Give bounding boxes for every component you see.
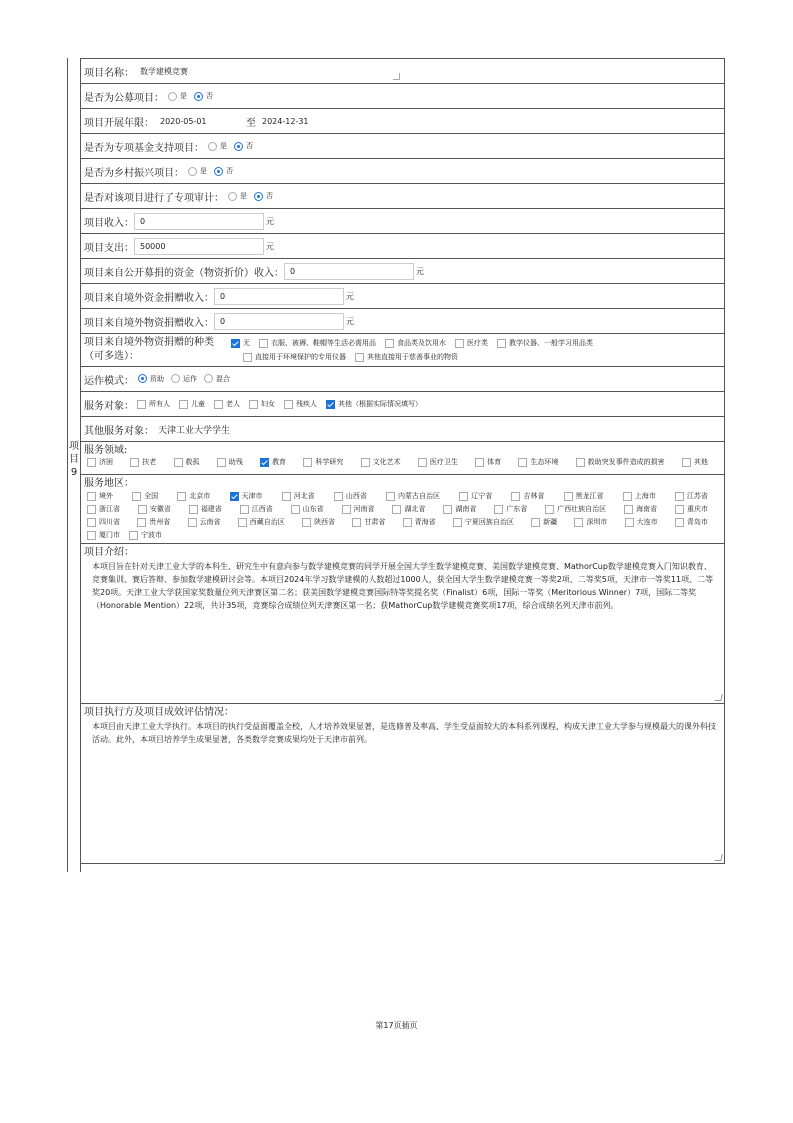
checkbox-option[interactable] [174, 490, 216, 503]
checkbox-option[interactable] [679, 457, 714, 467]
checkbox-option[interactable] [440, 503, 482, 516]
radio-label: 是 [200, 167, 207, 175]
checkbox-label: 全国 [144, 492, 159, 500]
mode-radio[interactable] [171, 374, 180, 383]
mode-radio[interactable] [204, 374, 213, 383]
checkbox-label: 教学仪器、一般学习用品类 [509, 339, 593, 347]
checkbox-icon[interactable] [188, 518, 197, 527]
checkbox-label: 浙江省 [99, 505, 120, 513]
checkbox-option[interactable] [256, 336, 382, 350]
targets-label: 服务对象： [84, 400, 134, 412]
checkbox-icon[interactable] [564, 492, 573, 501]
checkbox-icon[interactable] [137, 518, 146, 527]
checkbox-icon[interactable] [497, 339, 506, 348]
rural-label: 是否为乡村振兴项目： [84, 167, 184, 179]
checkbox-icon[interactable] [352, 518, 361, 527]
checkbox-icon[interactable] [214, 400, 223, 409]
audit-row [81, 184, 724, 209]
checkbox-option[interactable] [84, 529, 126, 542]
checkbox-icon[interactable] [129, 531, 138, 540]
checkbox-option[interactable] [450, 516, 520, 529]
checkbox-icon[interactable] [386, 492, 395, 501]
checkbox-label: 宁波市 [141, 531, 162, 539]
checkbox-icon[interactable] [259, 339, 268, 348]
checked-checkbox-icon[interactable] [326, 400, 335, 409]
checkbox-option[interactable] [134, 399, 176, 409]
checkbox-option[interactable] [84, 503, 126, 516]
checkbox-icon[interactable] [624, 505, 633, 514]
regions-line [84, 503, 724, 516]
checkbox-option[interactable] [331, 490, 373, 503]
section-label: 项 目 9 [69, 441, 79, 478]
checkbox-icon[interactable] [284, 400, 293, 409]
checkbox-option[interactable] [134, 516, 176, 529]
radio-label: 否 [246, 142, 253, 150]
checkbox-icon[interactable] [87, 518, 96, 527]
checkbox-icon[interactable] [87, 458, 96, 467]
checkbox-icon[interactable] [217, 458, 226, 467]
public-fundraising-row [81, 84, 724, 109]
radio-label: 是 [180, 92, 187, 100]
checkbox-icon[interactable] [137, 400, 146, 409]
checkbox-option[interactable] [135, 503, 177, 516]
checkbox-icon[interactable] [87, 531, 96, 540]
regions-line [84, 490, 724, 503]
special-fund-row [81, 134, 724, 159]
checkbox-option[interactable] [228, 336, 256, 350]
checkbox-option[interactable] [383, 490, 446, 503]
unit-label: 元 [346, 291, 354, 301]
checkbox-label: 山西省 [345, 492, 367, 500]
checkbox-label: 妇女 [261, 400, 275, 408]
checkbox-label: 内蒙古自治区 [398, 492, 441, 500]
public-income-row [81, 259, 724, 284]
checkbox-icon[interactable] [174, 458, 183, 467]
other-targets-row [81, 417, 724, 442]
checkbox-option[interactable] [299, 516, 341, 529]
goods-types-line [228, 350, 599, 364]
checkbox-icon[interactable] [130, 458, 139, 467]
overseas-goods-input[interactable]: 0 [214, 313, 344, 330]
public-income-input[interactable]: 0 [284, 263, 414, 280]
checkbox-option[interactable] [382, 336, 452, 350]
checkbox-option[interactable] [129, 490, 164, 503]
checkbox-label: 江西省 [251, 505, 273, 513]
checkbox-option[interactable] [349, 516, 391, 529]
checkbox-icon[interactable] [403, 518, 412, 527]
fields-options [84, 457, 724, 467]
checkbox-option[interactable] [185, 516, 227, 529]
checkbox-label: 无 [243, 339, 250, 347]
checkbox-icon[interactable] [291, 505, 300, 514]
checkbox-label: 医疗类 [467, 339, 488, 347]
resize-grip-icon[interactable] [393, 73, 400, 80]
checkbox-icon[interactable] [189, 505, 198, 514]
expense-row [81, 234, 724, 259]
checkbox-label: 辽宁省 [471, 492, 493, 500]
unit-label: 元 [266, 216, 274, 226]
checkbox-icon[interactable] [87, 505, 96, 514]
checkbox-option[interactable] [672, 490, 714, 503]
expense-label: 项目支出： [84, 242, 134, 254]
checkbox-icon[interactable] [385, 339, 394, 348]
regions-line [84, 516, 724, 529]
checkbox-icon[interactable] [418, 458, 427, 467]
checkbox-label: 黑龙江省 [575, 492, 604, 500]
checked-checkbox-icon[interactable] [231, 339, 240, 348]
goods-types-options [228, 336, 599, 364]
period-label: 项目开展年限： [84, 117, 154, 129]
checkbox-label: 境外 [99, 492, 113, 500]
checkbox-icon[interactable] [518, 458, 527, 467]
checkbox-icon[interactable] [625, 518, 634, 527]
checkbox-label: 扶老 [142, 458, 157, 466]
checkbox-icon[interactable] [177, 492, 186, 501]
unit-label: 元 [346, 316, 354, 326]
checkbox-label: 所有人 [149, 400, 170, 408]
public-fundraising-no-radio[interactable] [194, 92, 203, 101]
radio-label: 运作 [183, 374, 197, 383]
checkbox-icon[interactable] [459, 492, 468, 501]
checkbox-icon[interactable] [355, 353, 364, 362]
goods-types-label: 项目来自境外物资捐赠的种类 （可多选）： [84, 337, 214, 362]
special-fund-no-radio[interactable] [234, 142, 243, 151]
period-to-label: 至 [246, 117, 256, 129]
checkbox-option[interactable] [186, 503, 228, 516]
page-footer: 第17页插页 [375, 1021, 418, 1030]
checkbox-label: 助残 [228, 458, 243, 466]
checkbox-option[interactable] [237, 503, 279, 516]
checkbox-label: 四川省 [99, 518, 120, 526]
checkbox-icon[interactable] [132, 492, 141, 501]
checkbox-label: 直接用于环境保护的专用仪器 [255, 353, 346, 361]
checkbox-option[interactable] [176, 399, 211, 409]
checkbox-option[interactable] [126, 529, 168, 542]
checkbox-label: 安徽省 [149, 505, 171, 513]
checkbox-option[interactable] [508, 490, 550, 503]
checkbox-icon[interactable] [675, 505, 684, 514]
checkbox-icon[interactable] [494, 505, 503, 514]
checkbox-option[interactable] [288, 503, 330, 516]
targets-options [134, 399, 428, 409]
checkbox-icon[interactable] [453, 518, 462, 527]
checkbox-icon[interactable] [282, 492, 291, 501]
checkbox-option[interactable] [235, 516, 291, 529]
checkbox-icon[interactable] [240, 505, 249, 514]
checkbox-option[interactable] [127, 457, 162, 467]
radio-label: 混合 [216, 374, 230, 383]
resize-grip-icon[interactable] [714, 854, 722, 861]
checkbox-option[interactable] [571, 516, 613, 529]
checkbox-option[interactable] [491, 503, 533, 516]
checkbox-icon[interactable] [179, 400, 188, 409]
mode-radio[interactable] [138, 374, 147, 383]
period-row [81, 109, 724, 134]
checkbox-label: 其他直接用于慈善事业的物资 [367, 353, 458, 361]
checkbox-option[interactable] [84, 516, 126, 529]
project-name-row [81, 59, 724, 84]
intro-label: 项目介绍： [84, 547, 134, 558]
checkbox-option[interactable] [84, 490, 119, 503]
checkbox-label: 广东省 [506, 505, 528, 513]
checkbox-option[interactable] [211, 399, 246, 409]
other-targets-label: 其他服务对象： [84, 425, 154, 437]
checkbox-option[interactable] [415, 457, 464, 467]
checkbox-label: 重庆市 [686, 505, 708, 513]
checkbox-icon[interactable] [361, 458, 370, 467]
rural-yes-radio[interactable] [188, 167, 197, 176]
income-input[interactable]: 0 [134, 213, 264, 230]
checkbox-option[interactable] [620, 490, 662, 503]
checkbox-option[interactable] [281, 399, 323, 409]
checkbox-label: 西藏自治区 [249, 518, 285, 526]
checkbox-option[interactable] [389, 503, 431, 516]
public-income-label: 项目来自公开募捐的资金（物资折价）收入： [84, 267, 284, 279]
mode-row [81, 367, 724, 392]
regions-row [81, 475, 724, 544]
checkbox-option[interactable] [84, 457, 119, 467]
radio-label: 是 [220, 142, 227, 150]
public-fundraising-yes-radio[interactable] [168, 92, 177, 101]
checkbox-icon[interactable] [574, 518, 583, 527]
period-end-field[interactable]: 2024-12-31 [262, 116, 309, 126]
checkbox-label: 新疆 [543, 518, 558, 526]
checkbox-label: 深圳市 [586, 518, 608, 526]
checkbox-icon[interactable] [392, 505, 401, 514]
unit-label: 元 [266, 241, 274, 251]
resize-grip-icon[interactable] [714, 694, 722, 701]
overseas-funds-label: 项目来自境外资金捐赠收入： [84, 292, 214, 304]
checkbox-label: 残疾人 [296, 400, 317, 408]
goods-types-row [81, 334, 724, 367]
checkbox-option[interactable] [246, 399, 281, 409]
special-fund-label: 是否为专项基金支持项目： [84, 142, 204, 154]
checkbox-option[interactable] [494, 336, 599, 350]
audit-yes-radio[interactable] [228, 192, 237, 201]
overseas-goods-label: 项目来自境外物资捐赠收入： [84, 317, 214, 329]
checkbox-icon[interactable] [455, 339, 464, 348]
checkbox-icon[interactable] [302, 518, 311, 527]
checkbox-icon[interactable] [303, 458, 312, 467]
radio-label: 资助 [150, 374, 164, 383]
checkbox-icon[interactable] [138, 505, 147, 514]
checkbox-label: 福建省 [200, 505, 222, 513]
intro-row [81, 544, 724, 704]
checked-checkbox-icon[interactable] [260, 458, 269, 467]
evaluation-textarea[interactable]: 本项目由天津工业大学执行。本项目的执行受益面覆盖全校，人才培养效果显著，是选修普及率高、学生受益面较大的本科系列课程，构成天津工业大学参与规模最大的课外科技活动。此外，本项目培养学生成果显著，各类数学竞赛成果均处于天津市前列。 [92, 722, 716, 744]
overseas-goods-row [81, 309, 724, 334]
checkbox-label: 甘肃省 [364, 518, 386, 526]
checkbox-label: 教育 [272, 458, 287, 466]
checked-checkbox-icon[interactable] [230, 492, 239, 501]
radio-label: 否 [206, 92, 213, 100]
checkbox-icon[interactable] [243, 353, 252, 362]
checkbox-icon[interactable] [249, 400, 258, 409]
checkbox-option[interactable] [257, 457, 292, 467]
checkbox-label: 体育 [487, 458, 502, 466]
checkbox-label: 贵州省 [149, 518, 171, 526]
checkbox-label: 青海省 [414, 518, 436, 526]
checkbox-label: 其他 [693, 458, 708, 466]
overseas-funds-input[interactable]: 0 [214, 288, 344, 305]
checkbox-option[interactable] [352, 350, 464, 364]
other-targets-value[interactable]: 天津工业大学学生 [158, 425, 231, 436]
checkbox-label: 济困 [99, 458, 113, 466]
checkbox-option[interactable] [240, 350, 352, 364]
checkbox-label: 天津市 [241, 492, 263, 500]
checkbox-icon[interactable] [475, 458, 484, 467]
checkbox-label: 吉林省 [523, 492, 545, 500]
checkbox-label: 江苏省 [686, 492, 708, 500]
checkbox-icon[interactable] [342, 505, 351, 514]
fields-row [81, 442, 724, 475]
checkbox-icon[interactable] [675, 492, 684, 501]
checkbox-icon[interactable] [87, 492, 96, 501]
checkbox-icon[interactable] [682, 458, 691, 467]
checkbox-icon[interactable] [675, 518, 684, 527]
checkbox-label: 河北省 [293, 492, 315, 500]
expense-input[interactable]: 50000 [134, 238, 264, 255]
checkbox-icon[interactable] [238, 518, 247, 527]
checkbox-option[interactable] [561, 490, 610, 503]
project-form [81, 58, 725, 864]
checkbox-option[interactable] [452, 336, 494, 350]
public-fundraising-label: 是否为公募项目： [84, 92, 164, 104]
audit-no-radio[interactable] [254, 192, 263, 201]
checkbox-option[interactable] [528, 516, 563, 529]
checkbox-label: 儿童 [191, 400, 205, 408]
checkbox-label: 湖南省 [455, 505, 477, 513]
checkbox-label: 厦门市 [99, 531, 120, 539]
checkbox-label: 宁夏回族自治区 [464, 518, 514, 526]
checkbox-label: 衣服、被褥、鞋帽等生活必需用品 [271, 339, 376, 347]
checkbox-label: 青岛市 [686, 518, 708, 526]
checkbox-option[interactable] [227, 490, 269, 503]
checkbox-option[interactable] [456, 490, 498, 503]
unit-label: 元 [416, 266, 424, 276]
checkbox-label: 海南省 [636, 505, 658, 513]
checkbox-label: 食品类及饮用水 [397, 339, 446, 347]
checkbox-icon[interactable] [511, 492, 520, 501]
checkbox-label: 救孤 [185, 458, 200, 466]
income-label: 项目收入： [84, 217, 134, 229]
checkbox-option[interactable] [339, 503, 381, 516]
checkbox-option[interactable] [300, 457, 349, 467]
checkbox-option[interactable] [542, 503, 612, 516]
mode-options [134, 374, 233, 385]
checkbox-option[interactable] [279, 490, 321, 503]
checkbox-option[interactable] [672, 503, 714, 516]
checkbox-icon[interactable] [576, 458, 585, 467]
checkbox-option[interactable] [171, 457, 206, 467]
checkbox-label: 大连市 [636, 518, 658, 526]
checkbox-label: 科学研究 [315, 458, 344, 466]
mode-label: 运作模式： [84, 375, 134, 387]
checkbox-label: 山东省 [302, 505, 324, 513]
checkbox-label: 生态环境 [530, 458, 559, 466]
audit-label: 是否对该项目进行了专项审计： [84, 192, 224, 204]
project-name-value[interactable]: 数学建模竞赛 [140, 66, 188, 76]
checkbox-icon[interactable] [531, 518, 540, 527]
rural-row [81, 159, 724, 184]
period-start-field[interactable]: 2020-05-01 [160, 116, 207, 126]
checkbox-icon[interactable] [443, 505, 452, 514]
intro-textarea[interactable]: 本项目旨在针对天津工业大学的本科生、研究生中有意向参与数学建模竞赛的同学开展全国大学生数学建模竞赛、美国数学建模竞赛、MathorCup数学建模竞赛入门知识教育、竞赛集训、赛后答辩、参加数学建模研讨会等。本项目2024年学习数学建模的人数超过1000人，获全国大学生数学建模竞赛一等奖2项、二等奖5项，天津市一等奖11项、二等奖20项。天津工业大学获国家奖数量位列天津赛区第二名；获美国数学建模竞赛国际特等奖提名奖（Finalist）6项，国际一等奖（Meritorious Winner）7项，国际二等奖（Honorable Mention）22项，共计35项，竞赛综合成绩位列天津赛区第一名；获MathorCup数学建模竞赛奖项17项，综合成绩名列天津市前列。 [92, 562, 714, 610]
checkbox-option[interactable] [622, 516, 664, 529]
checkbox-label: 云南省 [199, 518, 221, 526]
targets-row [81, 392, 724, 417]
goods-types-line [228, 336, 599, 350]
checkbox-option[interactable] [214, 457, 249, 467]
checkbox-label: 老人 [226, 400, 240, 408]
radio-label: 是 [240, 192, 247, 200]
regions-label: 服务地区： [84, 478, 134, 489]
checkbox-label: 救助突发事件造成的损害 [587, 458, 665, 466]
checkbox-label: 上海市 [634, 492, 656, 500]
income-row [81, 209, 724, 234]
rural-no-radio[interactable] [214, 167, 223, 176]
checkbox-option[interactable] [358, 457, 407, 467]
regions-line [84, 529, 724, 542]
checkbox-label: 陕西省 [314, 518, 336, 526]
checkbox-label: 广西壮族自治区 [557, 505, 607, 513]
special-fund-yes-radio[interactable] [208, 142, 217, 151]
fields-label: 服务领域: [84, 445, 128, 456]
checkbox-label: 文化艺术 [372, 458, 401, 466]
checkbox-icon[interactable] [334, 492, 343, 501]
evaluation-label: 项目执行方及项目成效评估情况： [84, 707, 234, 718]
checkbox-option[interactable] [515, 457, 564, 467]
overseas-funds-row [81, 284, 724, 309]
checkbox-label: 河南省 [353, 505, 375, 513]
radio-label: 否 [226, 167, 233, 175]
radio-label: 否 [266, 192, 273, 200]
checkbox-label: 医疗卫生 [429, 458, 458, 466]
checkbox-icon[interactable] [623, 492, 632, 501]
checkbox-option[interactable] [323, 399, 428, 409]
checkbox-option[interactable] [621, 503, 663, 516]
checkbox-option[interactable] [472, 457, 507, 467]
checkbox-option[interactable] [672, 516, 714, 529]
checkbox-label: 其他（根据实际情况填写） [338, 400, 422, 408]
checkbox-option[interactable] [400, 516, 442, 529]
checkbox-label: 湖北省 [404, 505, 426, 513]
evaluation-row [81, 704, 724, 864]
checkbox-icon[interactable] [545, 505, 554, 514]
checkbox-label: 北京市 [189, 492, 211, 500]
checkbox-option[interactable] [573, 457, 671, 467]
project-name-label: 项目名称： [84, 67, 134, 79]
